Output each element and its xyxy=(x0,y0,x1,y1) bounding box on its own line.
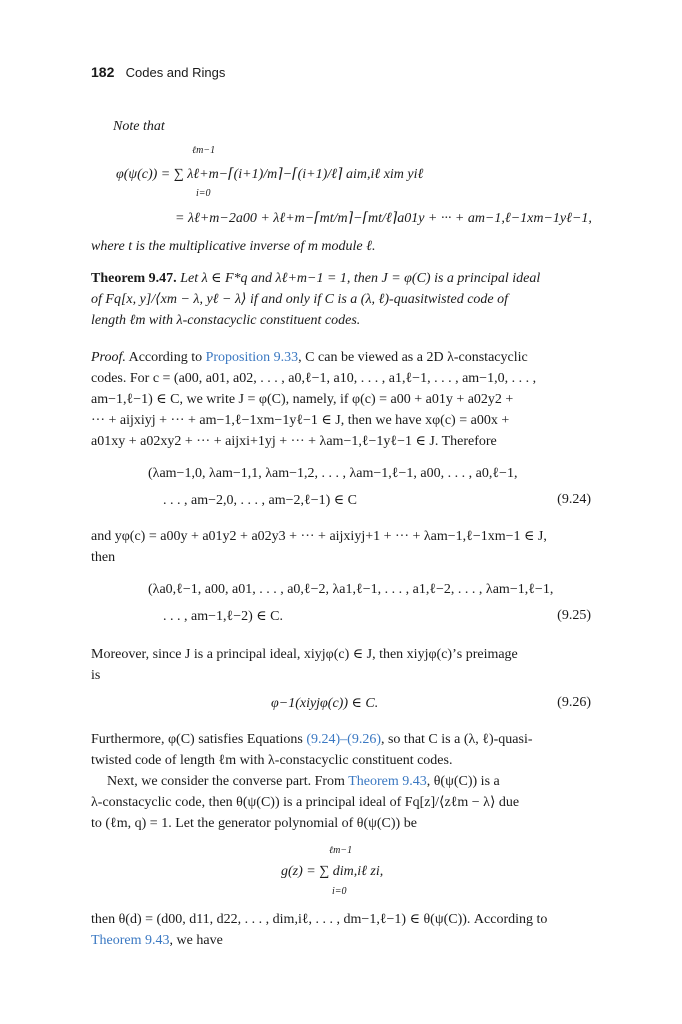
final-line1: then θ(d) = (d00, d11, d22, . . . , dim,iℓ, . . . , dm−1,ℓ−1) ∈ θ(ψ(C)). According to xyxy=(91,912,548,927)
moreover-line1: Moreover, since J is a principal ideal, xiyjφ(c) ∈ J, then xiyjφ(c)’s preimage xyxy=(91,647,518,662)
eq925-line2: . . . , am−1,ℓ−2) ∈ C. xyxy=(163,609,283,624)
furthermore-text: Furthermore, φ(C) satisfies Equations xyxy=(91,732,303,747)
equation-phi-line1: φ(ψ(c)) = ∑ λℓ+m−⌈(i+1)/m⌉−⌈(i+1)/ℓ⌉ aim,iℓ xim yiℓ xyxy=(116,167,424,182)
moreover-paragraph xyxy=(91,644,591,686)
equations-9-24-9-26-link[interactable]: (9.24)–(9.26) xyxy=(306,732,381,747)
final-paragraph xyxy=(91,909,591,951)
proof-label: Proof. xyxy=(91,350,126,365)
equation-phi-line2: = λℓ+m−2a00 + λℓ+m−⌈mt/m⌉−⌈mt/ℓ⌉a01y + ··· + am−1,ℓ−1xm−1yℓ−1, xyxy=(175,211,592,226)
page-number: 182 xyxy=(91,64,115,80)
theorem-9-47 xyxy=(91,268,591,331)
proof-line4: ··· + aijxiyj + ··· + am−1,ℓ−1xm−1yℓ−1 ∈ J, then we have xφ(c) = a00x + xyxy=(91,413,510,428)
furthermore-line2: twisted code of length ℓm with λ-constacyclic constituent codes. xyxy=(91,753,453,768)
moreover-line2: is xyxy=(91,668,101,683)
eq926-expression: φ−1(xiyjφ(c)) ∈ C. xyxy=(271,696,379,711)
next-line3: to (ℓm, q) = 1. Let the generator polynomial of θ(ψ(C)) be xyxy=(91,816,417,831)
proposition-9-33-link[interactable]: Proposition 9.33 xyxy=(205,350,299,365)
next-text: Next, we consider the converse part. From xyxy=(107,774,345,789)
proof-line2: codes. For c = (a00, a01, a02, . . . , a0,ℓ−1, a10, . . . , a1,ℓ−1, . . . , am−1,0, . . . , xyxy=(91,371,537,386)
theorem-9-43-link-2[interactable]: Theorem 9.43 xyxy=(91,933,170,948)
sum-lower-limit: i=0 xyxy=(196,188,211,199)
next-line2: λ-constacyclic code, then θ(ψ(C)) is a principal ideal of Fq[z]/⟨zℓm − λ⟩ due xyxy=(91,795,520,810)
theorem-line2: of Fq[x, y]/⟨xm − λ, yℓ − λ⟩ if and only if C is a (λ, ℓ)-quasitwisted code of xyxy=(91,292,509,307)
furthermore-text: , so that C is a (λ, ℓ)-quasi- xyxy=(380,732,533,747)
equation-g: g(z) = ∑ dim,iℓ zi, xyxy=(281,864,384,879)
running-header xyxy=(91,64,225,81)
proof-text: According to xyxy=(128,350,203,365)
eq925-line1: (λa0,ℓ−1, a00, a01, . . . , a0,ℓ−2, λa1,ℓ−1, . . . , a1,ℓ−2, . . . , λam−1,ℓ−1, xyxy=(148,582,554,597)
and-paragraph xyxy=(91,526,591,568)
sum-upper-limit: ℓm−1 xyxy=(192,145,216,156)
then-word: then xyxy=(91,550,116,565)
note-text: Note that xyxy=(113,119,165,134)
next-paragraph xyxy=(91,771,591,834)
theorem-line1: Let λ ∈ F*q and λℓ+m−1 = 1, then J = φ(C) is a principal ideal xyxy=(180,271,541,286)
theorem-line3: length ℓm with λ-constacyclic constituent codes. xyxy=(91,313,361,328)
proof-line5: a01xy + a02xy2 + ··· + aijxi+1yj + ··· + λam−1,ℓ−1yℓ−1 ∈ J. Therefore xyxy=(91,434,497,449)
proof-line3: am−1,ℓ−1) ∈ C, we write J = φ(C), namely, if φ(c) = a00 + a01y + a02y2 + xyxy=(91,392,514,407)
furthermore-paragraph xyxy=(91,729,591,771)
g-sum-upper-limit: ℓm−1 xyxy=(329,845,353,856)
proof-paragraph xyxy=(91,347,591,452)
and-line: and yφ(c) = a00y + a01y2 + a02y3 + ··· + aijxiyj+1 + ··· + λam−1,ℓ−1xm−1 ∈ J, xyxy=(91,529,547,544)
g-sum-lower-limit: i=0 xyxy=(332,886,347,897)
proof-text: , C can be viewed as a 2D λ-constacyclic xyxy=(298,350,528,365)
theorem-label: Theorem 9.47. xyxy=(91,271,177,286)
eq924-line1: (λam−1,0, λam−1,1, λam−1,2, . . . , λam−1,ℓ−1, a00, . . . , a0,ℓ−1, xyxy=(148,466,518,481)
final-text: , we have xyxy=(169,933,223,948)
where-text: where t is the multiplicative inverse of m module ℓ. xyxy=(91,239,376,254)
eq924-line2: . . . , am−2,0, . . . , am−2,ℓ−1) ∈ C xyxy=(163,493,357,508)
theorem-9-43-link[interactable]: Theorem 9.43 xyxy=(348,774,427,789)
equation-number-9-25: (9.25) xyxy=(557,608,591,623)
running-title: Codes and Rings xyxy=(125,65,226,80)
next-text: , θ(ψ(C)) is a xyxy=(426,774,500,789)
equation-number-9-24: (9.24) xyxy=(557,492,591,507)
equation-number-9-26: (9.26) xyxy=(557,695,591,710)
